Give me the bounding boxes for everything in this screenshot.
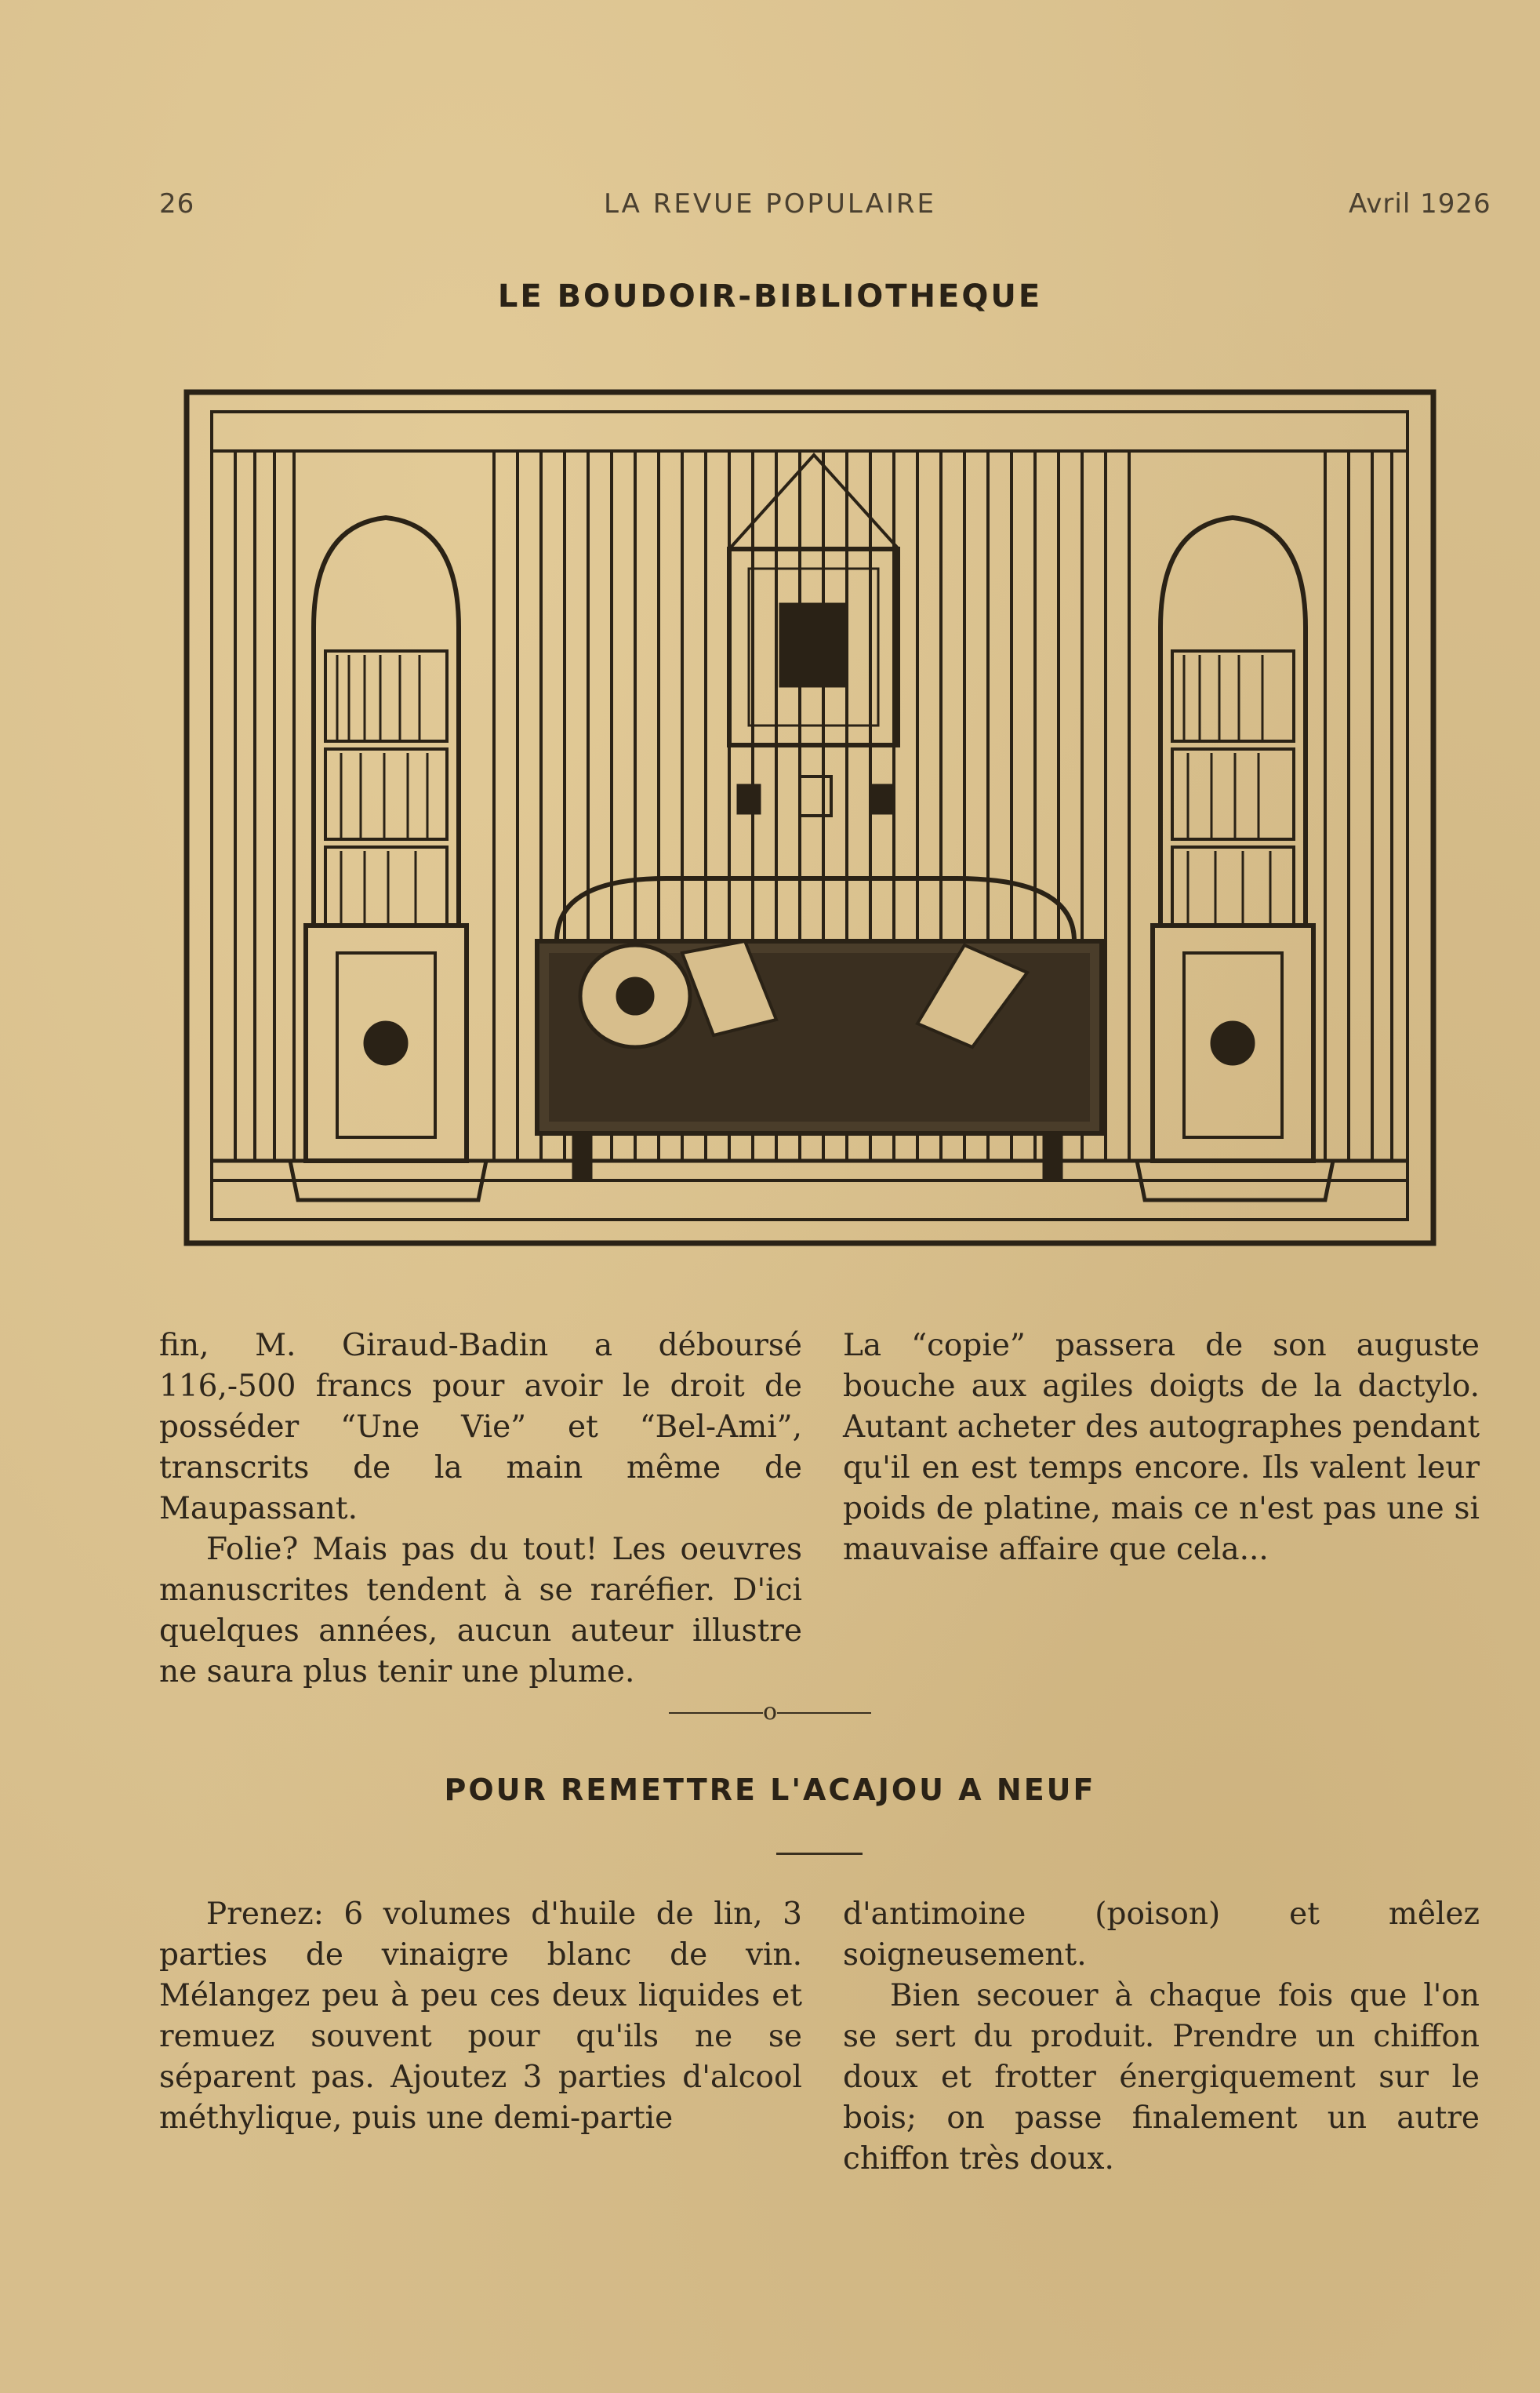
paragraph: La “copie” passera de son auguste bouche aux agiles doigts de la dactylo. Autant acheter des autographes pendant qu'il en est temps encore. Ils valent leur poids de platine, mais ce n'est pas une si mauvaise affaire que cela... [843, 1328, 1480, 1567]
article1-left-column [159, 1326, 802, 1693]
issue-date: Avril 1926 [1349, 188, 1491, 220]
paragraph: fin, M. Giraud-Badin a déboursé 116,-500 francs pour avoir le droit de posséder “Une Vie” et “Bel-Ami”, transcrits de la main même de Maupassant. [159, 1328, 802, 1526]
section-separator [0, 1698, 1540, 1726]
paragraph: d'antimoine (poison) et mêlez soigneusement. [843, 1897, 1480, 1973]
article2-left-column [159, 1894, 802, 2139]
paragraph: Folie? Mais pas du tout! Les oeuvres manuscrites tendent à se raréfier. D'ici quelques années, aucun auteur illustre ne saura plus tenir une plume. [159, 1532, 802, 1689]
article1-right-column [843, 1326, 1480, 1570]
article-title: POUR REMETTRE L'ACAJOU A NEUF [444, 1773, 1096, 1807]
journal-title: LA REVUE POPULAIRE [603, 188, 937, 220]
boudoir-library-illustration-icon [180, 376, 1443, 1255]
paragraph: Bien secouer à chaque fois que l'on se sert du produit. Prendre un chiffon doux et frotter énergiquement sur le bois; on passe finalement un autre chiffon très doux. [843, 1978, 1480, 2177]
article-title: LE BOUDOIR-BIBLIOTHEQUE [497, 278, 1043, 315]
paragraph: Prenez: 6 volumes d'huile de lin, 3 parties de vinaigre blanc de vin. Mélangez peu à peu ces deux liquides et remuez souvent pour qu'ils ne se séparent pas. Ajoutez 3 parties d'alcool méthylique, puis une demi-partie [159, 1897, 802, 2136]
page-number: 26 [159, 188, 195, 220]
article2-right-column [843, 1894, 1480, 2180]
separator-mark: o [762, 1698, 778, 1726]
title-underline [776, 1853, 863, 1855]
